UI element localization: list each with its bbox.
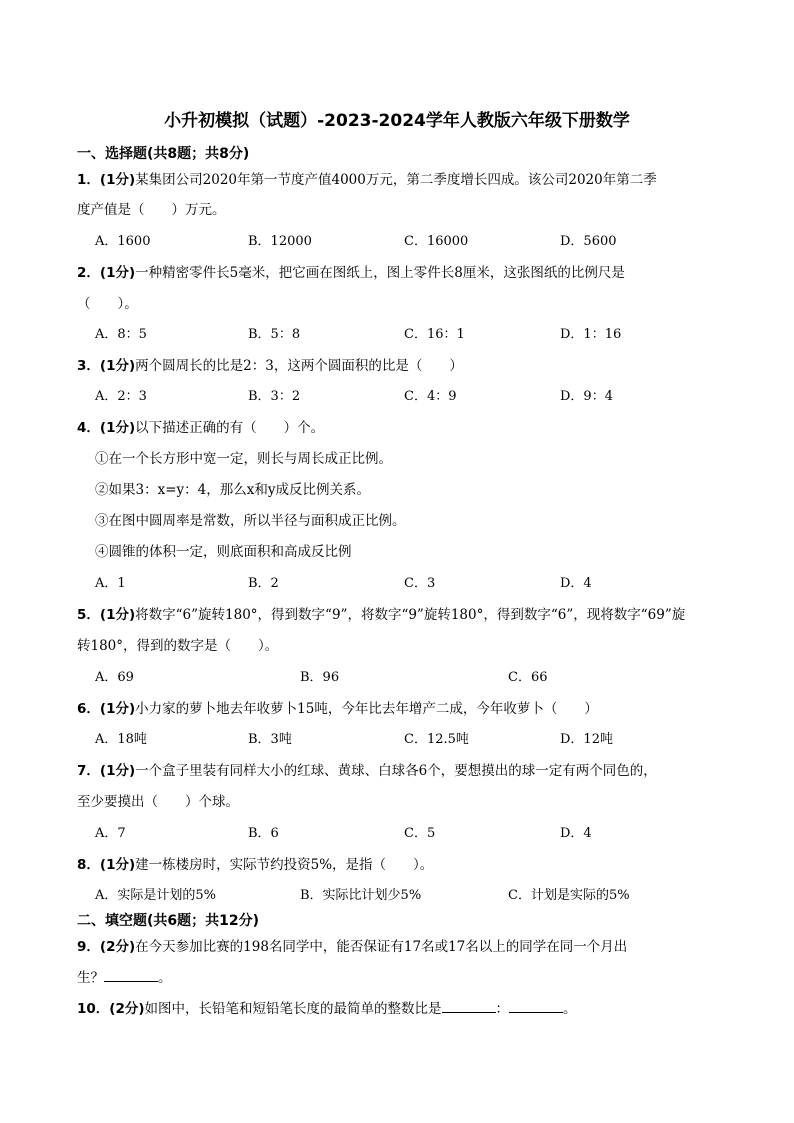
question-text: 在今天参加比赛的198名同学中，能否保证有17名或17名以上的同学在同一个月出 bbox=[135, 939, 628, 955]
option-c: C．计划是实际的5% bbox=[508, 888, 630, 903]
option-a: A．1600 bbox=[95, 234, 151, 249]
option-b: B．5：8 bbox=[248, 327, 301, 342]
page-title: 小升初模拟（试题）-2023-2024学年人教版六年级下册数学 bbox=[164, 111, 630, 131]
question-number: 9． bbox=[77, 939, 100, 955]
question-number: 7． bbox=[77, 763, 100, 779]
answer-blank-2[interactable] bbox=[509, 1000, 563, 1013]
option-c: C．66 bbox=[508, 670, 548, 685]
question-score: (2分) bbox=[109, 1001, 145, 1017]
ratio-colon: ： bbox=[495, 1001, 510, 1017]
statement-3: ③在图中圆周率是常数，所以半径与面积成正比例。 bbox=[95, 513, 406, 529]
option-a: A．7 bbox=[95, 826, 126, 841]
option-d: D．9：4 bbox=[560, 389, 613, 404]
question-5 bbox=[77, 603, 717, 623]
option-a: A．1 bbox=[95, 576, 126, 591]
question-3 bbox=[77, 354, 717, 374]
question-text: 如图中，长铅笔和短铅笔长度的最简单的整数比是 bbox=[144, 1001, 442, 1017]
question-score: (1分) bbox=[99, 701, 136, 717]
question-score: (1分) bbox=[99, 420, 136, 436]
question-number: 8． bbox=[77, 857, 100, 873]
question-text: 两个圆周长的比是2：3，这两个圆面积的比是（ ） bbox=[135, 358, 463, 374]
question-1-cont: 度产值是（ ）万元。 bbox=[77, 202, 226, 218]
question-text: 生？ bbox=[77, 970, 104, 986]
option-d: D．12吨 bbox=[560, 732, 613, 747]
question-4 bbox=[77, 416, 717, 436]
question-score: (2分) bbox=[99, 939, 136, 955]
question-score: (1分) bbox=[99, 857, 136, 873]
question-2-cont: （ ）。 bbox=[77, 296, 138, 312]
question-score: (1分) bbox=[99, 607, 136, 623]
question-number: 6． bbox=[77, 701, 100, 717]
question-text: 小力家的萝卜地去年收萝卜15吨，今年比去年增产二成，今年收萝卜（ ） bbox=[135, 701, 598, 717]
statement-4: ④圆锥的体积一定，则底面积和高成反比例 bbox=[95, 544, 352, 560]
option-c: C．16000 bbox=[404, 234, 469, 249]
question-text-end: 。 bbox=[158, 970, 172, 986]
option-c: C．5 bbox=[404, 826, 436, 841]
option-d: D．1：16 bbox=[560, 327, 622, 342]
option-c: C．3 bbox=[404, 576, 436, 591]
option-a: A．实际是计划的5% bbox=[95, 888, 217, 903]
question-7-cont: 至少要摸出（ ）个球。 bbox=[77, 794, 239, 810]
question-number: 4． bbox=[77, 420, 100, 436]
question-text: 某集团公司2020年第一节度产值4000万元，第二季度增长四成。该公司2020年第二季 bbox=[135, 172, 657, 188]
option-c: C．4：9 bbox=[404, 389, 457, 404]
question-number: 10． bbox=[77, 1001, 110, 1017]
question-number: 3． bbox=[77, 358, 100, 374]
option-b: B．6 bbox=[248, 826, 279, 841]
option-d: D．4 bbox=[560, 826, 592, 841]
question-number: 5． bbox=[77, 607, 100, 623]
section-heading-choice: 一、选择题(共8题；共8分) bbox=[77, 146, 250, 162]
question-5-cont: 转180°，得到的数字是（ ）。 bbox=[77, 638, 279, 654]
question-score: (1分) bbox=[99, 763, 136, 779]
option-c: C．16：1 bbox=[404, 327, 465, 342]
question-text: 一种精密零件长5毫米，把它画在图纸上，图上零件长8厘米，这张图纸的比例尺是 bbox=[135, 265, 625, 281]
option-a: A．18吨 bbox=[95, 732, 147, 747]
answer-blank-1[interactable] bbox=[442, 1000, 496, 1013]
question-7 bbox=[77, 759, 717, 779]
question-score: (1分) bbox=[99, 358, 136, 374]
statement-2: ②如果3：x=y：4，那么x和y成反比例关系。 bbox=[95, 482, 370, 498]
section-heading-fill: 二、填空题(共6题；共12分) bbox=[77, 913, 260, 929]
answer-blank[interactable] bbox=[104, 969, 158, 982]
question-10 bbox=[77, 997, 717, 1017]
question-score: (1分) bbox=[99, 265, 136, 281]
question-number: 2． bbox=[77, 265, 100, 281]
question-text-end: 。 bbox=[563, 1001, 577, 1017]
option-b: B．3吨 bbox=[248, 732, 292, 747]
question-score: (1分) bbox=[99, 172, 136, 188]
question-6 bbox=[77, 697, 717, 717]
question-9-cont bbox=[77, 966, 717, 986]
question-2 bbox=[77, 261, 717, 281]
option-b: B．12000 bbox=[248, 234, 312, 249]
question-number: 1． bbox=[77, 172, 100, 188]
statement-1: ①在一个长方形中宽一定，则长与周长成正比例。 bbox=[95, 451, 392, 467]
option-a: A．2：3 bbox=[95, 389, 147, 404]
question-1 bbox=[77, 168, 717, 188]
question-text: 建一栋楼房时，实际节约投资5%，是指（ ）。 bbox=[135, 857, 434, 873]
option-a: A．69 bbox=[95, 670, 134, 685]
option-b: B．3：2 bbox=[248, 389, 301, 404]
question-text: 一个盒子里装有同样大小的红球、黄球、白球各6个，要想摸出的球一定有两个同色的， bbox=[135, 763, 657, 779]
option-c: C．12.5吨 bbox=[404, 732, 469, 747]
option-b: B．实际比计划少5% bbox=[300, 888, 422, 903]
option-d: D．4 bbox=[560, 576, 592, 591]
option-b: B．96 bbox=[300, 670, 340, 685]
question-9 bbox=[77, 935, 717, 955]
question-text: 以下描述正确的有（ ）个。 bbox=[135, 420, 325, 436]
option-b: B．2 bbox=[248, 576, 279, 591]
option-d: D．5600 bbox=[560, 234, 617, 249]
question-8 bbox=[77, 853, 717, 873]
option-a: A．8：5 bbox=[95, 327, 147, 342]
question-text: 将数字“6”旋转180°，得到数字“9”，将数字“9”旋转180°，得到数字“6”，现将数字“69”旋 bbox=[135, 607, 686, 623]
